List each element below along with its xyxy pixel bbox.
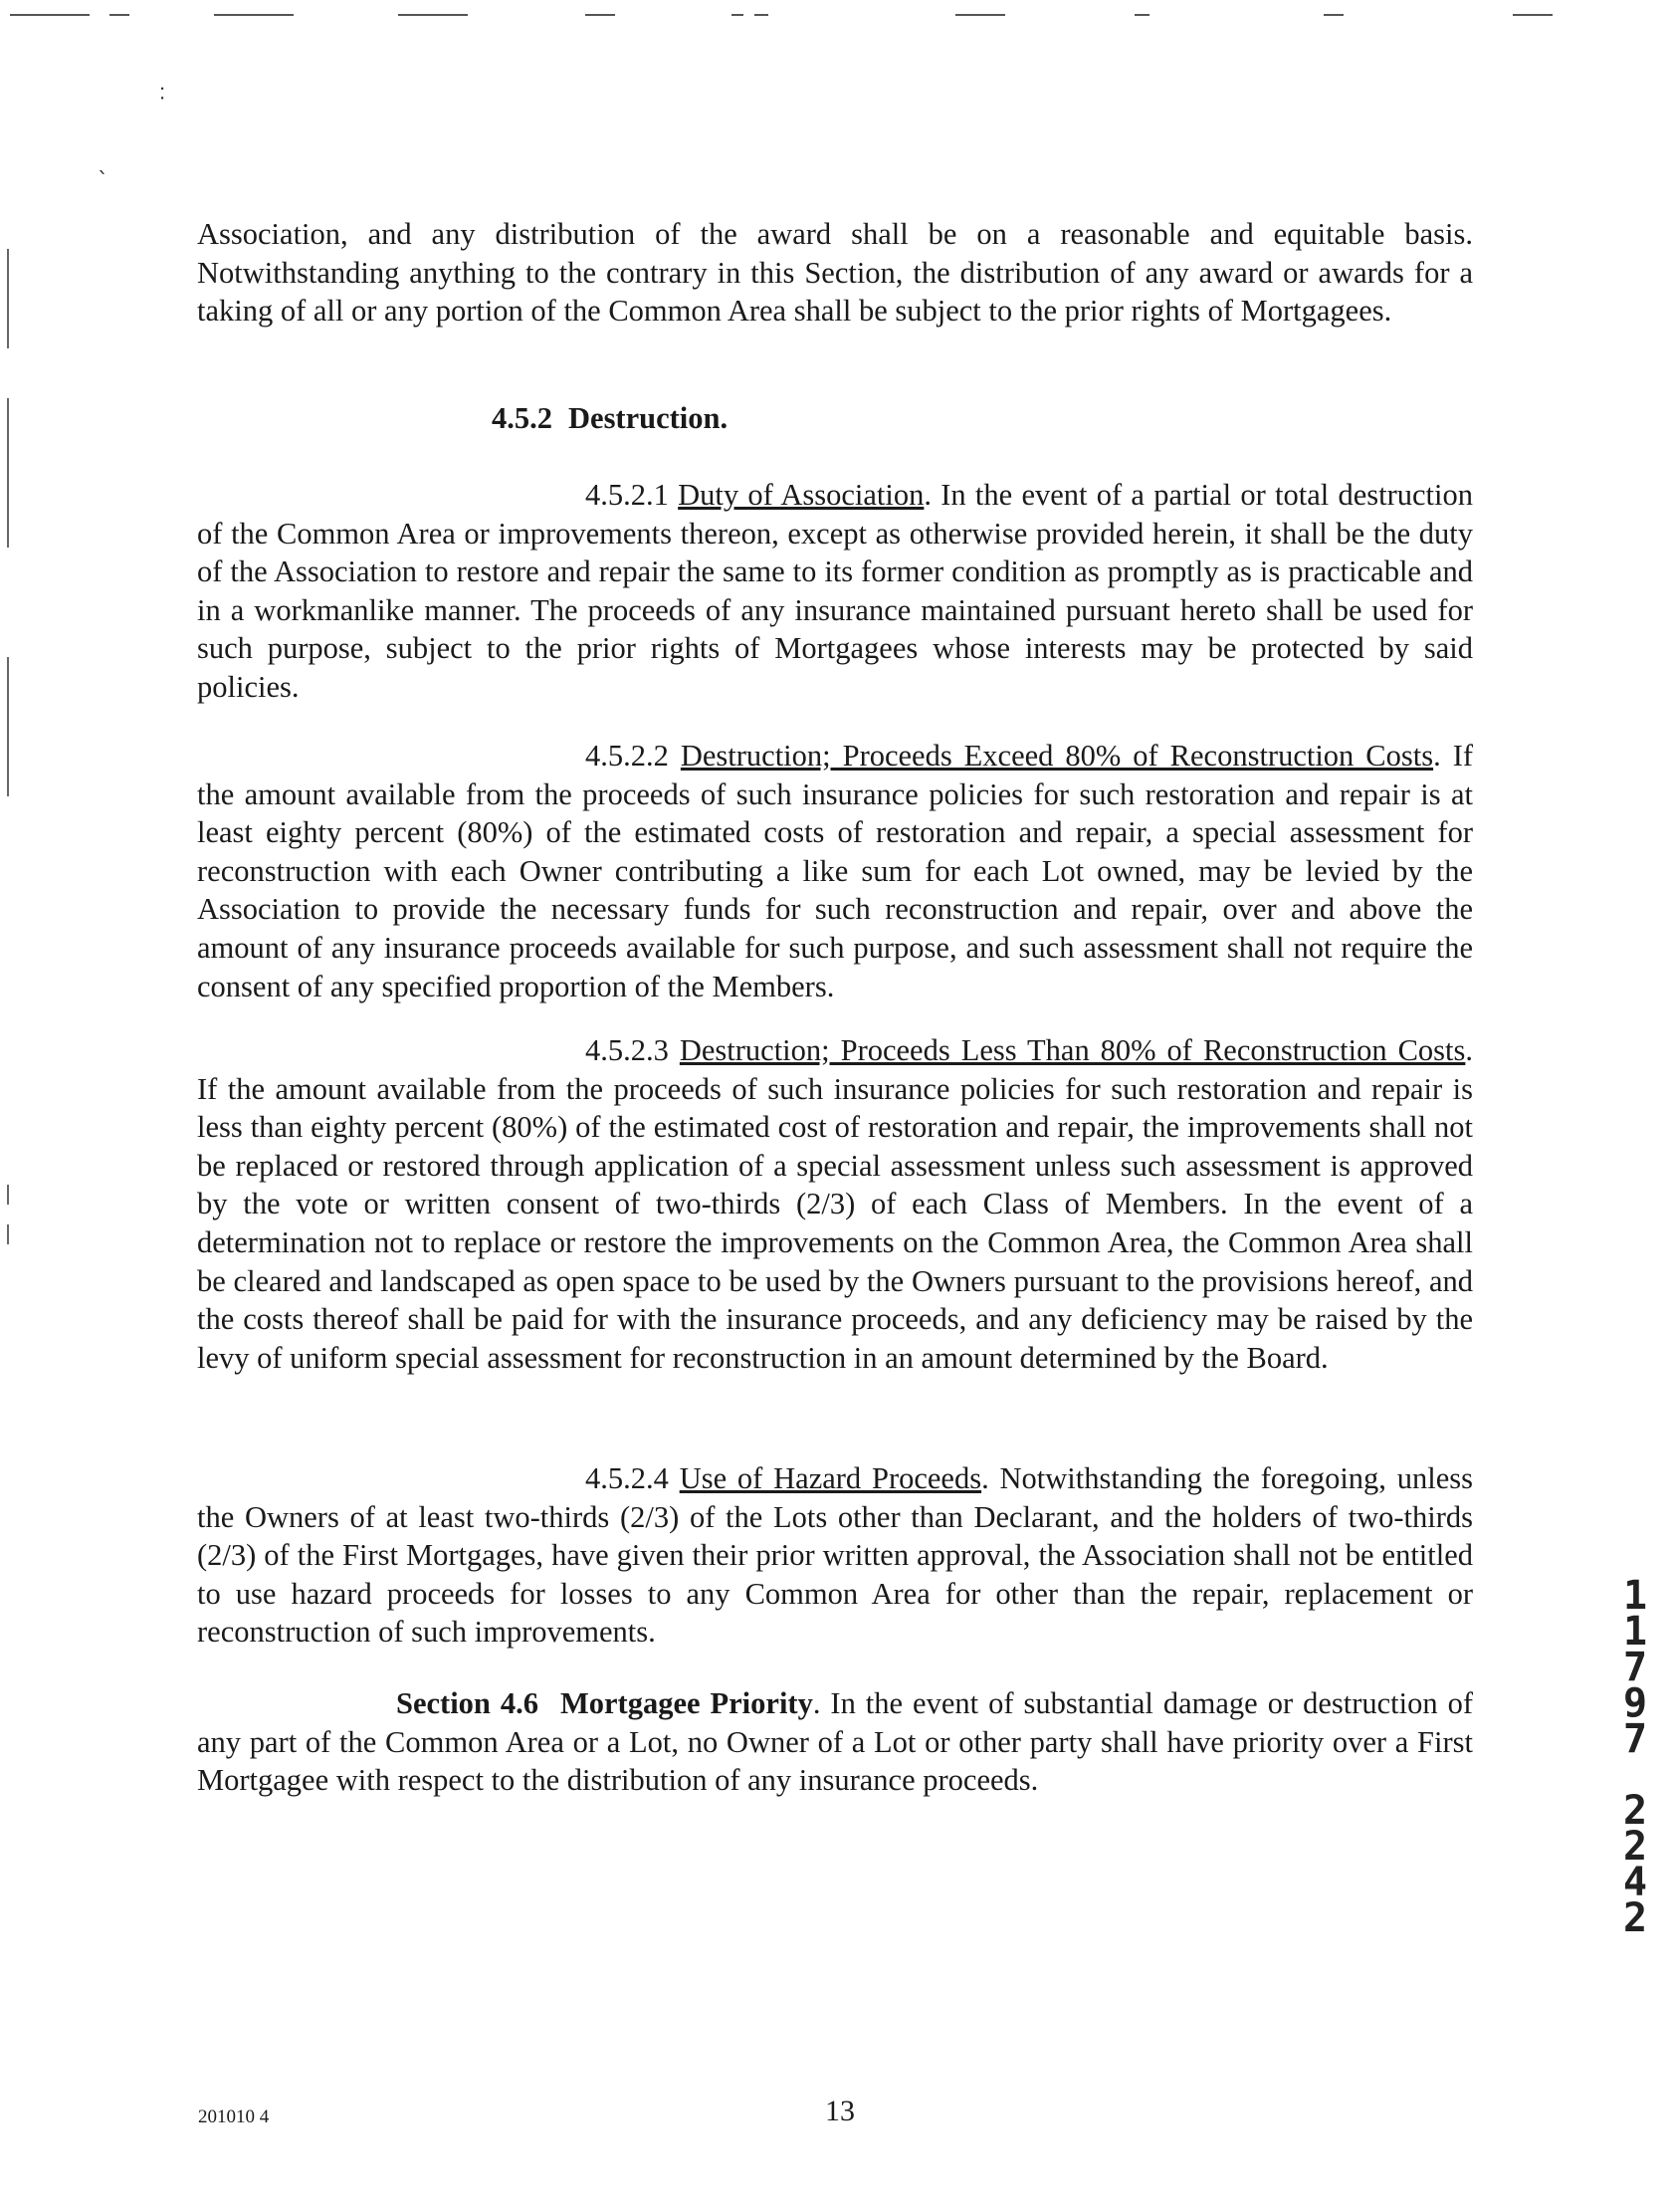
- clause-text: . If the amount available from the proceeds of such insurance policies for such restoration and repair is at least eighty percent (80%) of the estimated costs of restoration and repair, a special assessment for reconstruction with each Owner contributing a like sum for each Lot owned, may be levied by the Association to provide the necessary funds for such reconstruction and repair, over and above the amount of any insurance proceeds available for such purpose, and such assessment shall not require the consent of any specified proportion of the Members.: [197, 739, 1474, 1003]
- recording-digit: 4: [1622, 1860, 1648, 1905]
- footer-doc-code: 201010 4: [198, 2106, 270, 2127]
- clause-title: Destruction; Proceeds Less Than 80% of Reconstruction Costs: [679, 1033, 1466, 1067]
- clause-text: . Notwithstanding the foregoing, unless the Owners of at least two-thirds (2/3) of the Lots other than Declarant, and the holders of two-thirds (2/3) of the First Mortgages, have given their prior written approval, the Association shall not be entitled to use hazard proceeds for losses to any Common Area for other than the repair, replacement or reconstruction of such improvements.: [197, 1461, 1473, 1650]
- clause-4-5-2-4: [197, 1459, 1473, 1652]
- clause-text: . In the event of a partial or total destruction of the Common Area or improvements thereon, except as otherwise provided herein, it shall be the duty of the Association to restore and repair the same to its former condition as promptly as is practicable and in a workmanlike manner. The proceeds of any insurance maintained pursuant hereto shall be used for such purpose, subject to the prior rights of Mortgagees whose interests may be protected by said policies.: [197, 478, 1474, 704]
- scan-artifact-top: [214, 14, 294, 16]
- scan-artifact-top: [109, 14, 129, 16]
- clause-4-5-2-2: [197, 737, 1473, 1005]
- recording-digit: 2: [1622, 1824, 1648, 1870]
- clause-4-5-2-1: [197, 476, 1473, 707]
- section-title: Mortgagee Priority: [559, 1686, 813, 1720]
- clause-number: 4.5.2.2: [585, 739, 669, 773]
- recording-digit: 7: [1622, 1716, 1648, 1762]
- margin-change-bar: [7, 657, 9, 796]
- recording-digit: 1: [1622, 1573, 1648, 1619]
- section-4-6: [197, 1684, 1473, 1800]
- scan-artifact-top: [10, 14, 90, 16]
- scan-speck: `: [98, 169, 108, 194]
- clause-text: . If the amount available from the proceeds of such insurance policies for such restoration and repair is less than eighty percent (80%) of the estimated cost of restoration and repair, the improvements shall not be replaced or restored through application of a special assessment unless such assessment is approved by the vote or written consent of two-thirds (2/3) of each Class of Members. In the event of a determination not to replace or restore the improvements on the Common Area, the Common Area shall be cleared and landscaped as open space to be used by the Owners pursuant to the provisions hereof, and the costs thereof shall be paid for with the insurance proceeds, and any deficiency may be raised by the levy of uniform special assessment for reconstruction in an amount determined by the Board.: [197, 1033, 1474, 1375]
- subsection-heading: [492, 401, 728, 436]
- page-number: 13: [825, 2095, 855, 2127]
- recording-digit: 2: [1622, 1788, 1648, 1834]
- margin-change-bar: [7, 1224, 9, 1244]
- section-text: . In the event of substantial damage or destruction of any part of the Common Area or a Lot, no Owner of a Lot or other party shall have priority over a First Mortgagee with respect to the distribution of any insurance proceeds.: [197, 1686, 1473, 1798]
- clause-number: 4.5.2.3: [585, 1033, 669, 1067]
- margin-change-bar: [7, 1185, 9, 1205]
- scan-artifact-top: [585, 14, 615, 16]
- margin-change-bar: [7, 398, 9, 548]
- recording-digit: 1: [1622, 1609, 1648, 1655]
- subsection-number: 4.5.2: [492, 401, 552, 435]
- recording-digit: 2: [1622, 1895, 1648, 1941]
- scan-artifact-top: [955, 14, 1005, 16]
- scan-speck: ˸: [159, 85, 166, 110]
- scan-artifact-top: [731, 14, 743, 16]
- clause-title: Use of Hazard Proceeds: [679, 1461, 982, 1495]
- recording-digit: 7: [1622, 1645, 1648, 1690]
- scan-artifact-top: [1135, 14, 1149, 16]
- clause-number: 4.5.2.1: [585, 478, 669, 512]
- clause-number: 4.5.2.4: [585, 1461, 669, 1495]
- clause-4-5-2-3: [197, 1031, 1473, 1377]
- recording-digit: 9: [1622, 1680, 1648, 1726]
- section-label: Section 4.6: [396, 1686, 538, 1720]
- clause-title: Destruction; Proceeds Exceed 80% of Reconstruction Costs: [680, 739, 1434, 773]
- scan-artifact-top: [1513, 14, 1553, 16]
- subsection-title: Destruction.: [568, 401, 729, 435]
- clause-title: Duty of Association: [678, 478, 925, 512]
- scan-artifact-top: [1324, 14, 1344, 16]
- scan-artifact-top: [398, 14, 468, 16]
- continuation-paragraph: Association, and any distribution of the award shall be on a reasonable and equitable basis. Notwithstanding anything to the contrary in this Section, the distribution of any award or awards for a taking of all or any portion of the Common Area shall be subject to the prior rights of Mortgagees.: [197, 217, 1473, 329]
- recording-number: [1618, 1573, 1652, 1941]
- scan-artifact-top: [754, 14, 768, 16]
- margin-change-bar: [7, 249, 9, 348]
